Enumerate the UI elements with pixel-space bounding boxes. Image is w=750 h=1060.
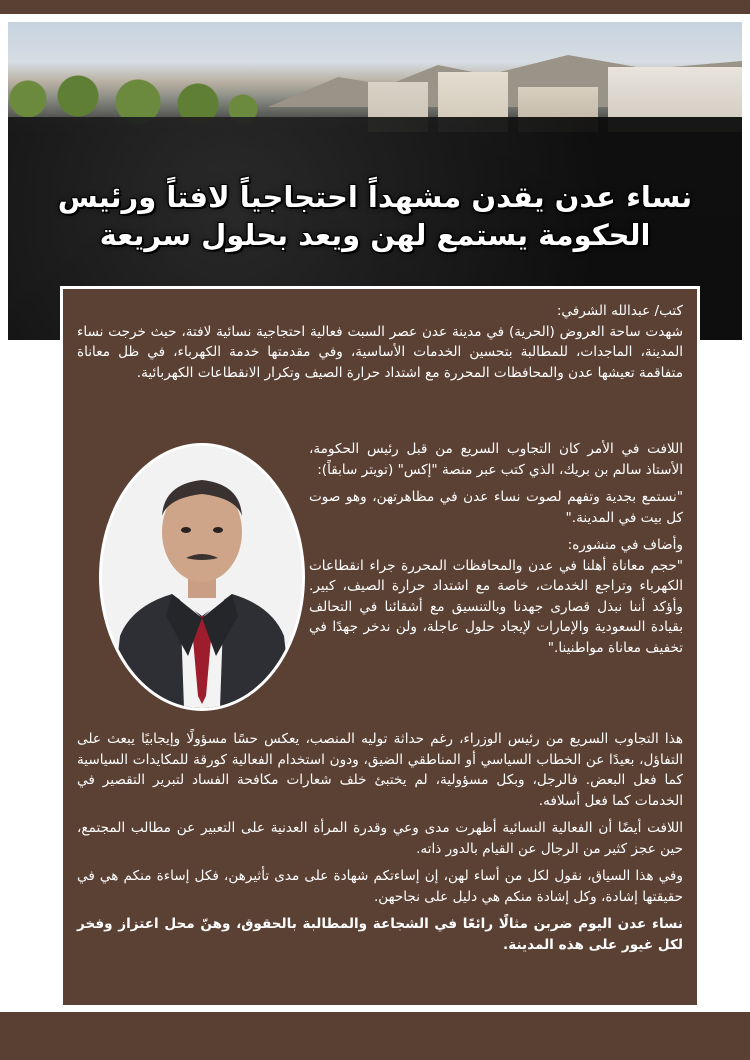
bottom-band xyxy=(0,1012,750,1060)
paragraph-context: وفي هذا السياق، نقول لكل من أساء لهن، إن إساءتكم شهادة على مدى تأثيرهن، فكل إساءة منكم هي في حقيقتها إشادة، وكل إشادة منكم هي دليل على نجاحهن. xyxy=(77,868,683,905)
pm-portrait xyxy=(99,443,305,711)
headline: نساء عدن يقدن مشهداً احتجاجياً لافتاً ورئيس الحكومة يستمع لهن ويعد بحلول سريعة xyxy=(57,180,693,252)
added-label: وأضاف في منشوره: xyxy=(567,537,683,553)
top-band xyxy=(0,0,750,14)
paragraph-awareness: اللافت أيضًا أن الفعالية النسائية أظهرت مدى وعي وقدرة المرأة العدنية على التعبير عن مطالب المجتمع، حين عجز كثير من الرجال عن القيام بالدور ذاته. xyxy=(77,820,683,857)
article-card xyxy=(60,286,700,1008)
pm-portrait-image xyxy=(102,446,302,708)
article-intro xyxy=(77,301,683,390)
author-byline: كتب/ عبدالله الشرفي: xyxy=(556,303,683,319)
paragraph-closing: نساء عدن اليوم ضربن مثالًا رائعًا في الشجاعة والمطالبة بالحقوق، وهنّ محل اعتزاز وفخر لكل غيور على هذه المدينة. xyxy=(77,916,683,953)
pm-quote-1: "نستمع بجدية وتفهم لصوت نساء عدن في مظاهرتهن، وهو صوت كل بيت في المدينة." xyxy=(309,489,683,526)
pm-quote-2: "حجم معاناة أهلنا في عدن والمحافظات المحررة جراء انقطاعات الكهرباء وتراجع الخدمات، خاصة مع اشتداد حرارة الصيف، كبير. وأؤكد أننا نبذل قصارى جهدنا وبالتنسيق مع أشقائنا في التحالف بقيادة السعودية والإمارات لإيجاد حلول عاجلة، ولن ندخر جهدًا في تخفيف معاناة مواطنينا." xyxy=(309,557,683,656)
article-body xyxy=(77,729,683,962)
paragraph-response: هذا التجاوب السريع من رئيس الوزراء، رغم حداثة توليه المنصب، يعكس حسًا مسؤولًا وإيجابيًا يبعث على التفاؤل، بعيدًا عن الخطاب السياسي أو المناطقي الضيق، ودون استخدام الفعالية كورقة للمكايدات السياسية كما فعل البعض. فالرجل، وبكل مسؤولية، لم يختبئ خلف شعارات مكافحة الفساد لتبرير التقصير في الخدمات كما فعل أسلافه. xyxy=(77,731,683,809)
response-intro: اللافت في الأمر كان التجاوب السريع من قبل رئيس الحكومة، الأستاذ سالم بن بريك، الذي كتب عبر منصة "إكس" (تويتر سابقاً): xyxy=(309,441,683,478)
intro-paragraph: شهدت ساحة العروض (الحرية) في مدينة عدن عصر السبت فعالية احتجاجية نسائية لافتة، حيث خرجت نساء المدينة، الماجدات، للمطالبة بتحسين الخدمات الأساسية، وفي مقدمتها خدمة الكهرباء، في ظل معاناة متفاقمة تعيشها عدن والمحافظات المحررة مع اشتداد حرارة الصيف وتكرار الانقطاعات الكهربائية. xyxy=(77,323,683,381)
article-quotes xyxy=(309,439,683,665)
